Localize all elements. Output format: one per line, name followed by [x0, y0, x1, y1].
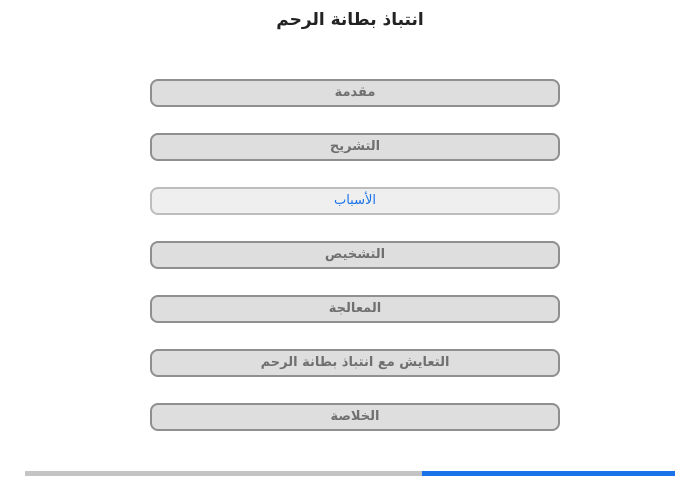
- section-menu: [150, 79, 560, 457]
- progress-bar-fill: [422, 471, 676, 476]
- menu-item-living-with[interactable]: التعايش مع انتباذ بطانة الرحم: [150, 349, 560, 377]
- menu-item-diagnosis[interactable]: التشخيص: [150, 241, 560, 269]
- page-title: انتباذ بطانة الرحم: [276, 10, 424, 30]
- menu-item-introduction[interactable]: مقدمة: [150, 79, 560, 107]
- menu-item-treatment[interactable]: المعالجة: [150, 295, 560, 323]
- progress-bar: [25, 471, 675, 476]
- menu-item-causes[interactable]: الأسباب: [150, 187, 560, 215]
- menu-item-summary[interactable]: الخلاصة: [150, 403, 560, 431]
- menu-item-anatomy[interactable]: التشريح: [150, 133, 560, 161]
